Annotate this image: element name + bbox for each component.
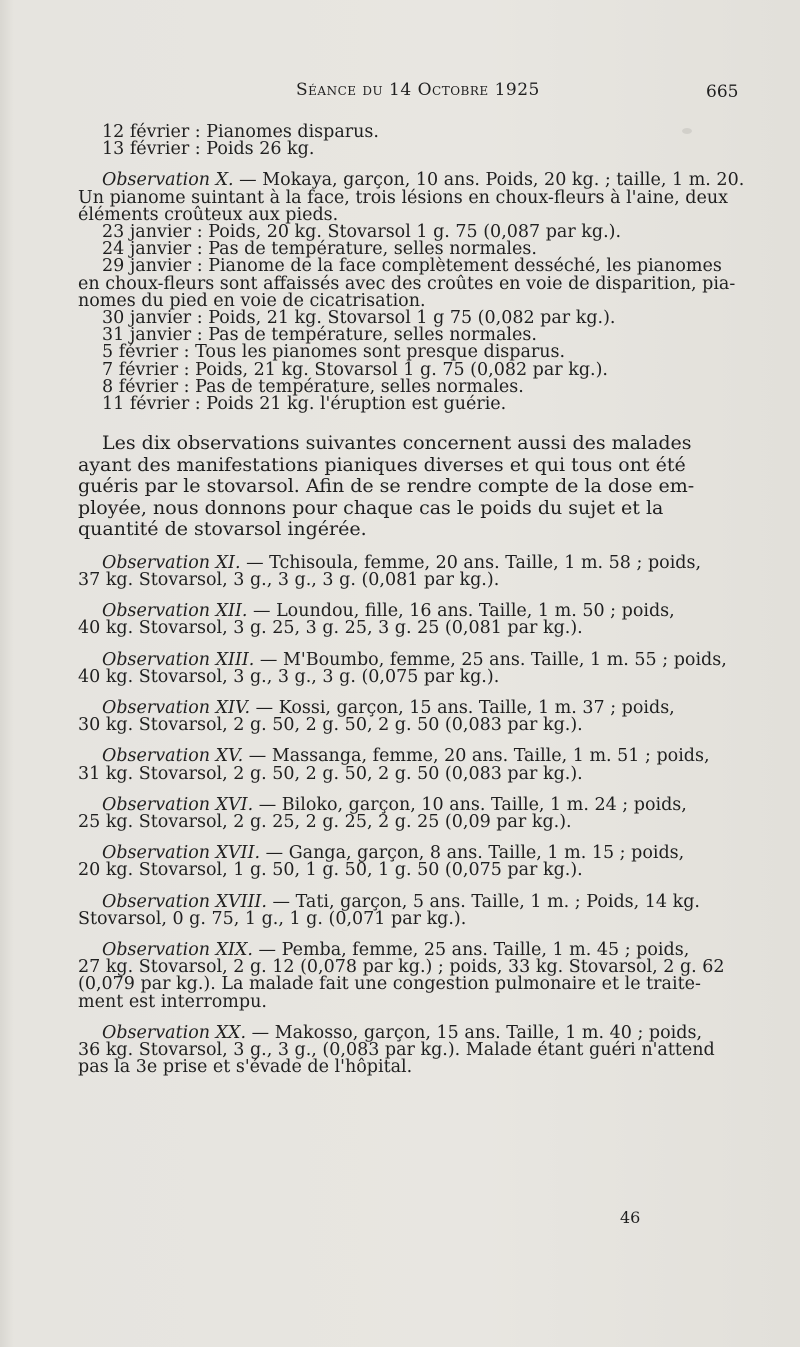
observation-text: — Biloko, garçon, 10 ans. Taille, 1 m. 24 ; poids, (258, 794, 687, 815)
text-line: en choux-fleurs sont affaissés avec des croûtes en voie de disparition, pia- (78, 273, 736, 294)
paragraph-line: quantité de stovarsol ingérée. (78, 518, 367, 541)
observation-text: — Kossi, garçon, 15 ans. Taille, 1 m. 37 ; poids, (255, 697, 675, 718)
observation-line-2: 25 kg. Stovarsol, 2 g. 25, 2 g. 25, 2 g. 25 (0,09 par kg.). (78, 811, 572, 832)
observation-line-2: 40 kg. Stovarsol, 3 g., 3 g., 3 g. (0,075 par kg.). (78, 666, 500, 687)
page-number: 665 (706, 82, 739, 102)
observation-line-2: 31 kg. Stovarsol, 2 g. 50, 2 g. 50, 2 g. 50 (0,083 par kg.). (78, 763, 583, 784)
observation-x (78, 170, 745, 415)
entry-line: 12 février : Pianomes disparus. (102, 122, 379, 142)
running-title: Séance du 14 Octobre 1925 (296, 80, 540, 100)
entry-line: 7 février : Poids, 21 kg. Stovarsol 1 g. 75 (0,082 par kg.). (102, 359, 608, 380)
observation-title: Observation XVII. (102, 843, 261, 864)
observation-xv (78, 748, 738, 782)
text-line: 27 kg. Stovarsol, 2 g. 12 (0,078 par kg.) ; poids, 33 kg. Stovarsol, 2 g. 62 (78, 957, 725, 978)
observation-xvi (78, 794, 738, 832)
text-line: pas la 3e prise et s'évade de l'hôpital. (78, 1057, 413, 1078)
observation-text: — Pemba, femme, 25 ans. Taille, 1 m. 45 ; poids, (258, 940, 690, 960)
page-body (78, 122, 745, 1078)
entry-line: 29 janvier : Pianome de la face complètement desséché, les pianomes (102, 256, 722, 277)
signature-mark: 46 (620, 1208, 641, 1227)
entry-line: 8 février : Pas de température, selles normales. (102, 376, 524, 397)
text-line: 36 kg. Stovarsol, 3 g., 3 g., (0,083 par kg.). Malade étant guéri n'attend (78, 1040, 715, 1061)
text-line: nomes du pied en voie de cicatrisation. (78, 290, 426, 311)
observation-title: Observation XIII. (102, 649, 255, 670)
observation-text: — Tati, garçon, 5 ans. Taille, 1 m. ; Poids, 14 kg. (272, 891, 700, 912)
entry-line: 13 février : Poids 26 kg. (102, 139, 315, 160)
observation-line-1 (78, 748, 738, 765)
observation-xix (78, 942, 738, 1011)
observation-line-2: Stovarsol, 0 g. 75, 1 g., 1 g. (0,071 par kg.). (78, 908, 467, 929)
entry-line: 5 février : Tous les pianomes sont presque disparus. (102, 342, 566, 363)
observation-xx (78, 1022, 738, 1078)
text-line: éléments croûteux aux pieds. (78, 204, 339, 225)
observation-x-text: — Mokaya, garçon, 10 ans. Poids, 20 kg. ; taille, 1 m. 20. (239, 170, 745, 191)
observation-line-2: 40 kg. Stovarsol, 3 g. 25, 3 g. 25, 3 g. 25 (0,081 par kg.). (78, 618, 583, 639)
text-line: ment est interrompu. (78, 991, 267, 1012)
observation-text: — M'Boumbo, femme, 25 ans. Taille, 1 m. 55 ; poids, (259, 649, 727, 670)
entry-line: 24 janvier : Pas de température, selles normales. (102, 239, 537, 260)
entry-line: 31 janvier : Pas de température, selles normales. (102, 325, 537, 346)
observation-xvii (78, 845, 738, 879)
observation-xiv (78, 697, 738, 736)
observation-title: Observation XX. (102, 1022, 247, 1043)
observation-line-2: 30 kg. Stovarsol, 2 g. 50, 2 g. 50, 2 g. 50 (0,083 par kg.). (78, 715, 583, 736)
observation-title: Observation XVI. (102, 794, 254, 815)
observation-title: Observation XIV. (102, 697, 251, 718)
observation-title: Observation XIX. (102, 940, 253, 960)
observation-title: Observation XV. (102, 746, 244, 767)
observation-line-2: 37 kg. Stovarsol, 3 g., 3 g., 3 g. (0,081 par kg.). (78, 569, 500, 590)
observation-text: — Ganga, garçon, 8 ans. Taille, 1 m. 15 ; poids, (265, 843, 685, 864)
observation-title: Observation XI. (102, 552, 241, 573)
observation-text: — Tchisoula, femme, 20 ans. Taille, 1 m. 58 ; poids, (246, 552, 702, 573)
entry-line: 23 janvier : Poids, 20 kg. Stovarsol 1 g. 75 (0,087 par kg.). (102, 222, 622, 243)
entry-line: 30 janvier : Poids, 21 kg. Stovarsol 1 g 75 (0,082 par kg.). (102, 308, 616, 329)
observation-xiii (78, 649, 738, 687)
running-header (0, 80, 800, 110)
entry-line: 11 février : Poids 21 kg. l'éruption est guérie. (102, 394, 507, 415)
observation-line-2: 20 kg. Stovarsol, 1 g. 50, 1 g. 50, 1 g. 50 (0,075 par kg.). (78, 860, 583, 881)
observation-xi (78, 552, 738, 590)
observation-x-title: Observation X. (102, 170, 234, 191)
paragraph-line: ayant des manifestations pianiques diverses et qui tous ont été (78, 453, 686, 476)
observation-text: — Loundou, fille, 16 ans. Taille, 1 m. 50 ; poids, (253, 601, 675, 622)
paragraph-line: Les dix observations suivantes concernent aussi des malades (102, 432, 692, 455)
observation-xviii (78, 891, 738, 929)
observation-xii (78, 603, 738, 637)
observation-title: Observation XII. (102, 601, 248, 622)
paragraph-line: guéris par le stovarsol. Afin de se rendre compte de la dose em- (78, 475, 695, 498)
observation-text: — Massanga, femme, 20 ans. Taille, 1 m. 51 ; poids, (248, 746, 710, 767)
text-line: Un pianome suintant à la face, trois lésions en choux-fleurs à l'aine, deux (78, 187, 728, 208)
text-line: (0,079 par kg.). La malade fait une congestion pulmonaire et le traite- (78, 974, 701, 995)
intro-paragraph (78, 433, 738, 541)
observation-text: — Makosso, garçon, 15 ans. Taille, 1 m. 40 ; poids, (251, 1022, 703, 1043)
paragraph-line: ployée, nous donnons pour chaque cas le poids du sujet et la (78, 496, 664, 519)
observation-title: Observation XVIII. (102, 891, 267, 912)
